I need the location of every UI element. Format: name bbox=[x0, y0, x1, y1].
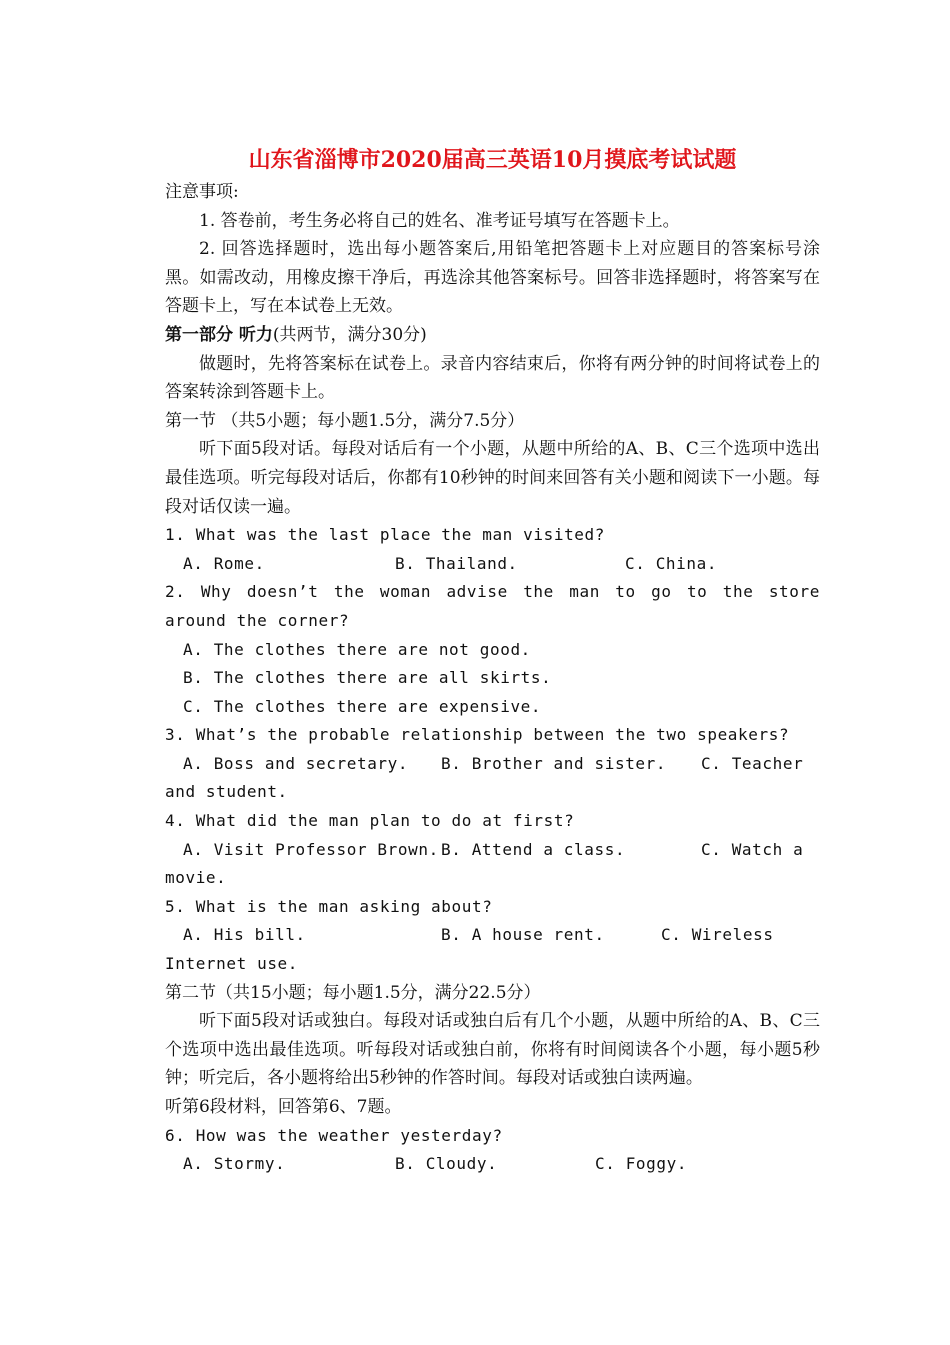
part1-heading-bold: 第一部分 听力 bbox=[165, 324, 273, 345]
option-b: B. Brother and sister. bbox=[441, 753, 667, 773]
option-a: A. Visit Professor Brown. bbox=[183, 839, 439, 859]
question-options bbox=[165, 921, 820, 978]
option-c: C. Watch a movie. bbox=[165, 839, 804, 888]
section1-heading: 第一节 （共5小题；每小题1.5分，满分7.5分） bbox=[165, 410, 525, 431]
option-c: C. Teacher and student. bbox=[165, 753, 804, 802]
option-c: C. Foggy. bbox=[595, 1154, 688, 1174]
option-b: B. Cloudy. bbox=[395, 1154, 498, 1174]
question-stem: 6. How was the weather yesterday? bbox=[165, 1125, 503, 1145]
question-options bbox=[165, 836, 820, 893]
part1-instruction: 做题时，先将答案标在试卷上。录音内容结束后，你将有两分钟的时间将试卷上的答案转涂到答题卡上。 bbox=[165, 353, 820, 403]
option-a: A. His bill. bbox=[183, 925, 306, 945]
part1-heading bbox=[165, 321, 820, 350]
option-b: B. Thailand. bbox=[395, 553, 518, 573]
option-c: C. Wireless Internet use. bbox=[165, 925, 774, 974]
question-stem: 4. What did the man plan to do at first? bbox=[165, 811, 575, 831]
part1-heading-rest: (共两节，满分30分) bbox=[272, 324, 427, 345]
notice-heading: 注意事项: bbox=[165, 182, 239, 202]
notice-item: 1. 答卷前，考生务必将自己的姓名、准考证号填写在答题卡上。 bbox=[199, 210, 680, 231]
option-c: C. China. bbox=[625, 553, 718, 573]
exam-page bbox=[165, 140, 820, 1179]
option-a: A. The clothes there are not good. bbox=[183, 639, 531, 659]
question-stem: 2. Why doesn’t the woman advise the man to go to the store around the corner? bbox=[165, 582, 820, 630]
option-a: A. Stormy. bbox=[183, 1154, 286, 1174]
question-options bbox=[165, 1150, 820, 1179]
option-b: B. Attend a class. bbox=[441, 839, 626, 859]
notice-item: 2. 回答选择题时，选出每小题答案后,用铅笔把答题卡上对应题目的答案标号涂黑。如需改动，用橡皮擦干净后，再选涂其他答案标号。回答非选择题时，将答案写在答题卡上，写在本试卷上无效。 bbox=[165, 239, 820, 317]
section2-instruction: 听下面5段对话或独白。每段对话或独白后有几个小题，从题中所给的A、B、C三个选项中选出最佳选项。听每段对话或独白前，你将有时间阅读各个小题，每小题5秒钟；听完后，各小题将给出5秒钟的作答时间。每段对话或独白读两遍。 bbox=[165, 1011, 820, 1089]
option-b: B. A house rent. bbox=[441, 925, 605, 945]
option-b: B. The clothes there are all skirts. bbox=[183, 668, 552, 688]
question-stem: 1. What was the last place the man visited? bbox=[165, 525, 606, 545]
question-options bbox=[165, 750, 820, 807]
question-stem: 3. What’s the probable relationship between the two speakers? bbox=[165, 725, 790, 745]
section1-instruction: 听下面5段对话。每段对话后有一个小题，从题中所给的A、B、C三个选项中选出最佳选项。听完每段对话后，你都有10秒钟的时间来回答有关小题和阅读下一小题。每段对话仅读一遍。 bbox=[165, 439, 820, 517]
page-title: 山东省淄博市2020届高三英语10月摸底考试试题 bbox=[248, 147, 737, 173]
option-a: A. Boss and secretary. bbox=[183, 753, 409, 773]
section2-heading: 第二节（共15小题；每小题1.5分，满分22.5分） bbox=[165, 982, 541, 1003]
option-c: C. The clothes there are expensive. bbox=[183, 696, 542, 716]
question-stem: 5. What is the man asking about? bbox=[165, 896, 493, 916]
option-a: A. Rome. bbox=[183, 553, 265, 573]
question-options bbox=[165, 550, 820, 579]
material-note: 听第6段材料，回答第6、7题。 bbox=[165, 1097, 402, 1117]
